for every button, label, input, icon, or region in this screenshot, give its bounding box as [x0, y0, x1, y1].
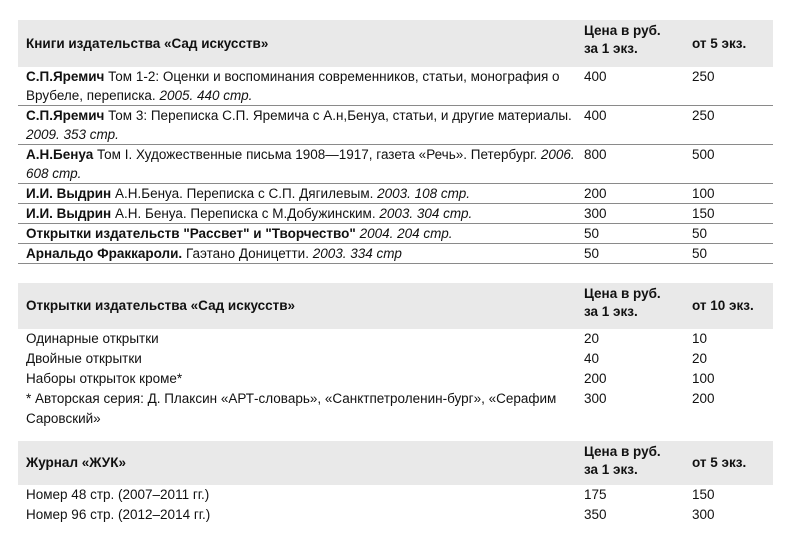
book-author: С.П.Яремич [26, 69, 105, 84]
price-bulk-header: от 5 экз. [688, 20, 773, 67]
book-meta: 2003. 108 стр. [377, 186, 471, 201]
book-row [18, 106, 773, 145]
price-single-header: Цена в руб. за 1 экз. [578, 283, 688, 329]
book-description [18, 244, 578, 264]
card-title: Двойные открытки [26, 351, 142, 366]
cards-price-table [18, 283, 773, 429]
card-price-single: 200 [584, 371, 607, 386]
magazine-header-row [18, 441, 773, 485]
book-title: А.Н.Бенуа. Переписка с С.П. Дягилевым. [111, 186, 378, 201]
book-meta: 2009. 353 стр. [26, 127, 119, 142]
book-price-bulk: 100 [688, 184, 773, 204]
card-price-single: 300 [584, 391, 607, 406]
book-price-single: 50 [578, 244, 688, 264]
price-bulk-header: от 10 экз. [688, 283, 773, 329]
card-row [18, 369, 773, 389]
book-author: Арнальдо Фраккароли. [26, 246, 183, 261]
book-description [18, 224, 578, 244]
book-price-bulk: 50 [688, 224, 773, 244]
book-row [18, 184, 773, 204]
magazine-row [18, 485, 773, 505]
card-price-single: 20 [584, 331, 600, 346]
magazine-price-table [18, 441, 773, 525]
magazine-price-bulk: 300 [692, 507, 715, 522]
card-row [18, 329, 773, 349]
book-meta: 2003. 334 стр [312, 246, 402, 261]
book-meta: 2005. 440 стр. [159, 88, 253, 103]
book-price-single: 50 [578, 224, 688, 244]
book-meta: 2006. 608 стр. [26, 147, 575, 181]
magazine-section-title: Журнал «ЖУК» [18, 441, 578, 485]
cards-section-title: Открытки издательства «Сад искусств» [18, 283, 578, 329]
price-bulk-header: от 5 экз. [688, 441, 773, 485]
book-title: А.Н. Бенуа. Переписка с М.Добужинским. [111, 206, 380, 221]
book-author: С.П.Яремич [26, 108, 105, 123]
price-single-header: Цена в руб. за 1 экз. [578, 20, 688, 67]
book-price-single: 400 [578, 106, 688, 145]
book-description [18, 204, 578, 224]
book-price-bulk: 50 [688, 244, 773, 264]
card-price-bulk: 200 [692, 391, 715, 406]
book-price-single: 800 [578, 145, 688, 184]
book-price-bulk: 250 [688, 106, 773, 145]
card-price-single: 40 [584, 351, 600, 366]
card-price-bulk: 100 [692, 371, 715, 386]
book-row [18, 224, 773, 244]
book-row [18, 244, 773, 264]
book-row [18, 204, 773, 224]
book-row [18, 145, 773, 184]
book-row [18, 67, 773, 106]
book-price-single: 400 [578, 67, 688, 106]
book-description [18, 106, 578, 145]
book-description [18, 145, 578, 184]
book-author: Открытки издательств "Рассвет" и "Творчество" [26, 226, 356, 241]
magazine-row [18, 505, 773, 525]
card-row [18, 389, 773, 429]
book-price-single: 200 [578, 184, 688, 204]
card-title: * Авторская серия: Д. Плаксин «АРТ-словарь», «Санктпетроленин-бург», «Серафим Саровский» [26, 391, 557, 426]
book-title: Том 1-2: Оценки и воспоминания современников, статьи, монография о Врубеле, переписка. [26, 69, 560, 103]
card-price-bulk: 20 [692, 351, 708, 366]
book-description [18, 67, 578, 106]
book-author: И.И. Выдрин [26, 186, 112, 201]
magazine-price-single: 175 [584, 487, 607, 502]
book-title: Гаэтано Доницетти. [182, 246, 313, 261]
book-price-single: 300 [578, 204, 688, 224]
book-meta: 2004. 204 стр. [359, 226, 453, 241]
book-price-bulk: 500 [688, 145, 773, 184]
price-single-header: Цена в руб. за 1 экз. [578, 441, 688, 485]
book-author: А.Н.Бенуа [26, 147, 94, 162]
books-section-title: Книги издательства «Сад искусств» [18, 20, 578, 67]
card-title: Наборы открыток кроме* [26, 371, 183, 386]
magazine-title: Номер 96 стр. (2012–2014 гг.) [26, 507, 211, 522]
magazine-price-bulk: 150 [692, 487, 715, 502]
book-price-bulk: 150 [688, 204, 773, 224]
cards-header-row [18, 283, 773, 329]
card-row [18, 349, 773, 369]
book-author: И.И. Выдрин [26, 206, 112, 221]
magazine-title: Номер 48 стр. (2007–2011 гг.) [26, 487, 210, 502]
book-title: Том I. Художественные письма 1908—1917, газета «Речь». Петербург. [93, 147, 541, 162]
card-price-bulk: 10 [692, 331, 708, 346]
magazine-price-single: 350 [584, 507, 607, 522]
books-price-table [18, 20, 773, 264]
book-meta: 2003. 304 стр. [379, 206, 473, 221]
card-title: Одинарные открытки [26, 331, 159, 346]
book-description [18, 184, 578, 204]
book-price-bulk: 250 [688, 67, 773, 106]
books-header-row [18, 20, 773, 67]
book-title: Том 3: Переписка С.П. Яремича с А.н,Бенуа, статьи, и другие материалы. [104, 108, 572, 123]
